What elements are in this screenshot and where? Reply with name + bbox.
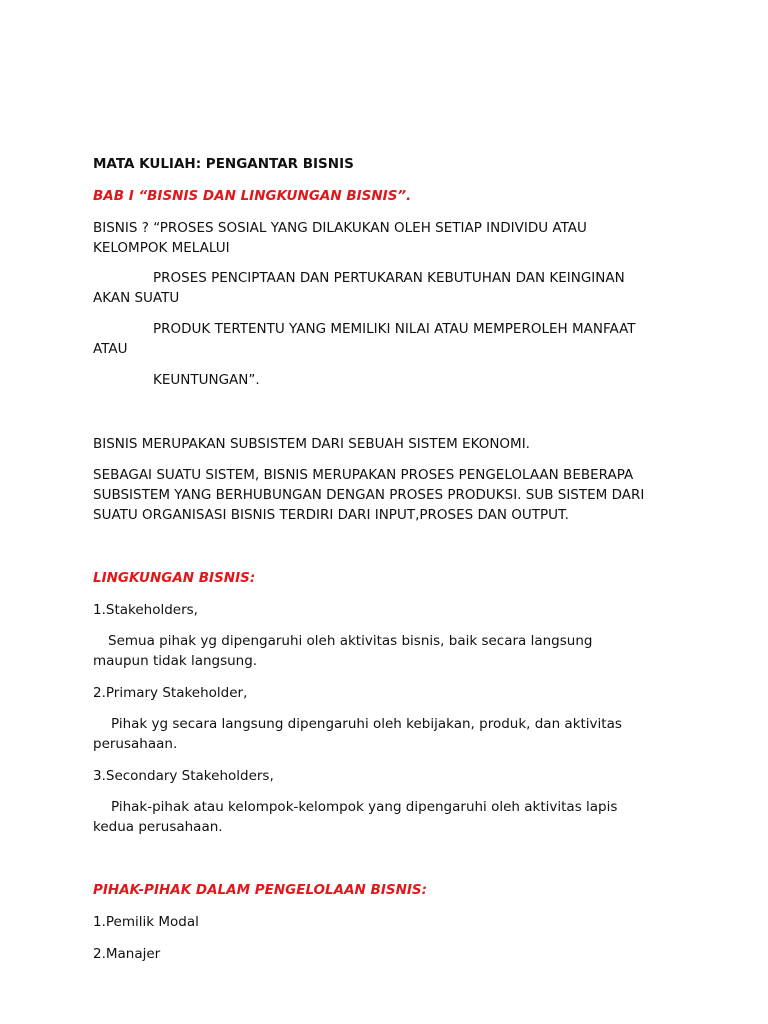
list-item: 1.Stakeholders, (93, 602, 198, 618)
list-item-description: kedua perusahaan. (93, 819, 223, 835)
parties-heading: PIHAK-PIHAK DALAM PENGELOLAAN BISNIS: (93, 882, 428, 898)
list-item-description: Pihak-pihak atau kelompok-kelompok yang dipengaruhi oleh aktivitas lapis (111, 799, 618, 815)
list-item-description: maupun tidak langsung. (93, 653, 258, 669)
list-item-description: Semua pihak yg dipengaruhi oleh aktivitas bisnis, baik secara langsung (108, 633, 593, 649)
list-item: 3.Secondary Stakeholders, (93, 768, 274, 784)
definition-line: PRODUK TERTENTU YANG MEMILIKI NILAI ATAU MEMPEROLEH MANFAAT (153, 321, 636, 337)
definition-line: KEUNTUNGAN”. (153, 372, 260, 388)
system-paragraph-line: SUATU ORGANISASI BISNIS TERDIRI DARI INPUT,PROSES DAN OUTPUT. (93, 507, 569, 523)
system-paragraph-line: SUBSISTEM YANG BERHUBUNGAN DENGAN PROSES PRODUKSI. SUB SISTEM DARI (93, 487, 645, 503)
environment-heading: LINGKUNGAN BISNIS: (93, 570, 256, 586)
list-item-description: Pihak yg secara langsung dipengaruhi oleh kebijakan, produk, dan aktivitas (111, 716, 622, 732)
list-item-description: perusahaan. (93, 736, 178, 752)
list-item: 2.Manajer (93, 946, 161, 962)
definition-line: BISNIS ? “PROSES SOSIAL YANG DILAKUKAN OLEH SETIAP INDIVIDU ATAU (93, 220, 587, 236)
chapter-heading: BAB I “BISNIS DAN LINGKUNGAN BISNIS”. (93, 188, 412, 204)
definition-line: KELOMPOK MELALUI (93, 240, 230, 256)
course-title: MATA KULIAH: PENGANTAR BISNIS (93, 156, 354, 172)
definition-line: AKAN SUATU (93, 290, 180, 306)
system-paragraph-line: SEBAGAI SUATU SISTEM, BISNIS MERUPAKAN PROSES PENGELOLAAN BEBERAPA (93, 467, 634, 483)
definition-line: PROSES PENCIPTAAN DAN PERTUKARAN KEBUTUHAN DAN KEINGINAN (153, 270, 625, 286)
list-item: 2.Primary Stakeholder, (93, 685, 248, 701)
subsystem-paragraph: BISNIS MERUPAKAN SUBSISTEM DARI SEBUAH SISTEM EKONOMI. (93, 436, 530, 452)
list-item: 1.Pemilik Modal (93, 914, 199, 930)
definition-line: ATAU (93, 341, 128, 357)
